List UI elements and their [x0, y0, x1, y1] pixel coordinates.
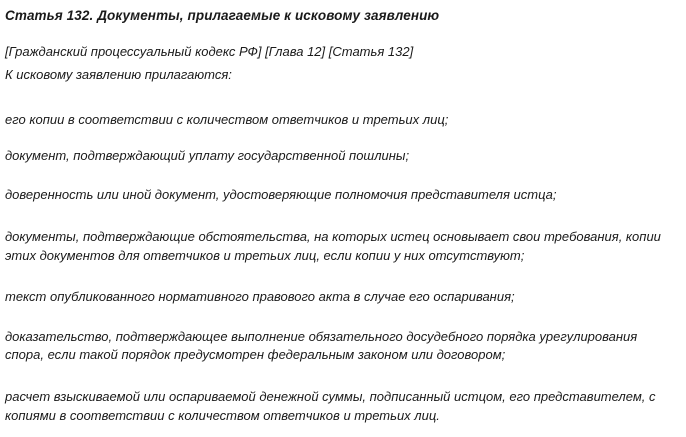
list-item-continuation: этих документов для ответчиков и третьих лиц, если копии у них отсутствуют;: [5, 248, 525, 263]
list-item-continuation: копиями в соответствии с количеством ответчиков и третьих лиц.: [5, 408, 440, 423]
source-reference: [Гражданский процессуальный кодекс РФ] [Глава 12] [Статья 132]: [5, 44, 414, 59]
list-item: доверенность или иной документ, удостоверяющие полномочия представителя истца;: [5, 187, 557, 202]
intro-text: К исковому заявлению прилагаются:: [5, 67, 232, 82]
article-title: Статья 132. Документы, прилагаемые к исковому заявлению: [5, 8, 440, 23]
list-item: его копии в соответствии с количеством ответчиков и третьих лиц;: [5, 112, 449, 127]
list-item-continuation: спора, если такой порядок предусмотрен федеральным законом или договором;: [5, 347, 506, 362]
list-item: документ, подтверждающий уплату государственной пошлины;: [5, 148, 410, 163]
list-item: доказательство, подтверждающее выполнение обязательного досудебного порядка урегулирования: [5, 329, 638, 344]
list-item: расчет взыскиваемой или оспариваемой денежной суммы, подписанный истцом, его представителем, с: [5, 389, 656, 404]
list-item: документы, подтверждающие обстоятельства, на которых истец основывает свои требования, копии: [5, 229, 661, 244]
list-item: текст опубликованного нормативного правового акта в случае его оспаривания;: [5, 289, 515, 304]
